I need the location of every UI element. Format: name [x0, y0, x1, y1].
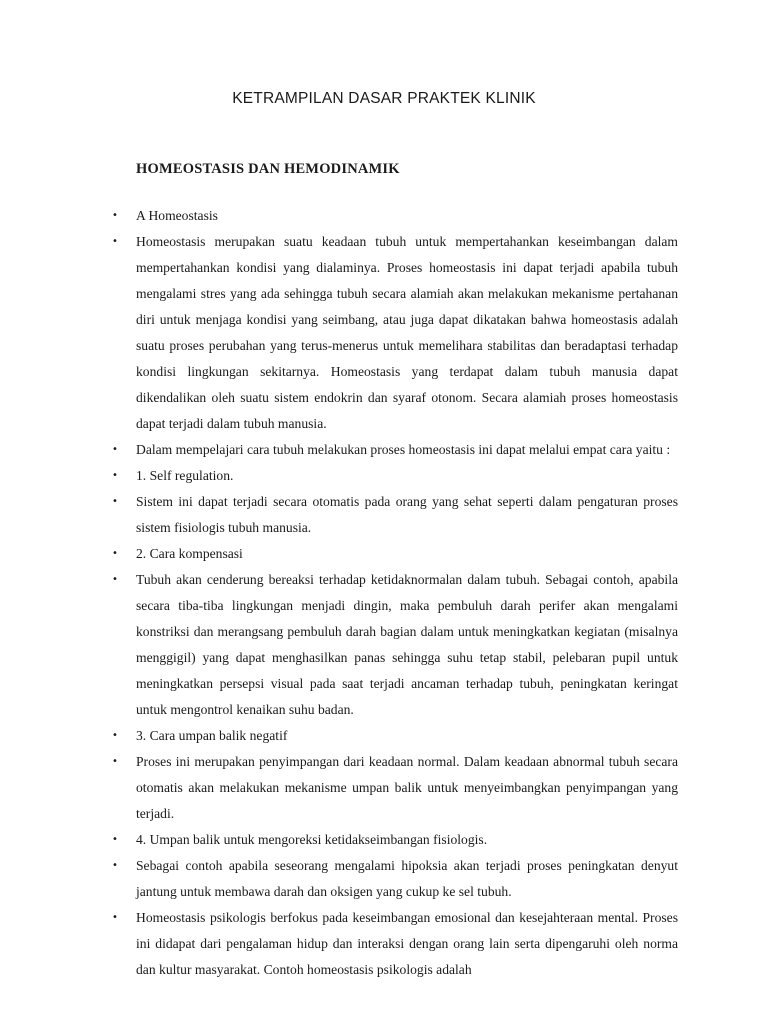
list-item-text: Proses ini merupakan penyimpangan dari keadaan normal. Dalam keadaan abnormal tubuh secara otomatis akan melakukan mekanisme umpan balik untuk menyeimbangkan penyimpangan yang terjadi. — [136, 754, 678, 821]
list-item-definition — [112, 229, 678, 437]
list-item-compensation — [112, 541, 678, 567]
bullet-icon: • — [112, 548, 118, 559]
bullet-icon: • — [112, 860, 118, 871]
bullet-icon: • — [112, 444, 118, 455]
list-item-text: Sistem ini dapat terjadi secara otomatis pada orang yang sehat seperti dalam pengaturan proses sistem fisiologis tubuh manusia. — [136, 494, 678, 535]
bullet-icon: • — [112, 834, 118, 845]
list-item-compensation-desc — [112, 567, 678, 723]
list-item-negative-feedback-desc — [112, 749, 678, 827]
bullet-icon: • — [112, 730, 118, 741]
list-item-negative-feedback — [112, 723, 678, 749]
bullet-icon: • — [112, 470, 118, 481]
list-item-self-regulation-desc — [112, 489, 678, 541]
list-item-text: Tubuh akan cenderung bereaksi terhadap ketidaknormalan dalam tubuh. Sebagai contoh, apabila secara tiba-tiba lingkungan menjadi dingin, maka pembuluh darah perifer akan mengalami konstriksi dan merangsang pembuluh darah bagian dalam untuk meningkatkan kegiatan (misalnya menggigil) yang dapat menghasilkan panas sehingga suhu tetap stabil, pelebaran pupil untuk meningkatkan persepsi visual pada saat terjadi ancaman terhadap tubuh, peningkatan keringat untuk mengontrol kenaikan suhu badan. — [136, 572, 678, 717]
list-item-text: Homeostasis merupakan suatu keadaan tubuh untuk mempertahankan keseimbangan dalam mempertahankan kondisi yang dialaminya. Proses homeostasis ini dapat terjadi apabila tubuh mengalami stres yang ada sehingga tubuh secara alamiah akan melakukan mekanisme pertahanan diri untuk menjaga kondisi yang seimbang, atau juga dapat dikatakan bahwa homeostasis adalah suatu proses perubahan yang terus-menerus untuk memelihara stabilitas dan beradaptasi terhadap kondisi lingkungan sekitarnya. Homeostasis yang terdapat dalam tubuh manusia dapat dikendalikan oleh suatu sistem endokrin dan syaraf otonom. Secara alamiah proses homeostasis dapat terjadi dalam tubuh manusia. — [136, 234, 678, 431]
section-heading: HOMEOSTASIS DAN HEMODINAMIK — [136, 161, 400, 177]
list-item-four-ways — [112, 437, 678, 463]
bullet-icon: • — [112, 236, 118, 247]
bullet-icon: • — [112, 210, 118, 221]
list-item-text: A Homeostasis — [136, 208, 218, 223]
list-item-psychological-homeostasis — [112, 905, 678, 983]
list-item-text: 3. Cara umpan balik negatif — [136, 728, 288, 743]
list-item-text: 2. Cara kompensasi — [136, 546, 243, 561]
list-item-text: Sebagai contoh apabila seseorang mengalami hipoksia akan terjadi proses peningkatan denyut jantung untuk membawa darah dan oksigen yang cukup ke sel tubuh. — [136, 858, 678, 899]
list-item-a-homeostasis — [112, 203, 678, 229]
bullet-icon: • — [112, 496, 118, 507]
bullet-icon: • — [112, 912, 118, 923]
list-item-text: 4. Umpan balik untuk mengoreksi ketidakseimbangan fisiologis. — [136, 832, 488, 847]
list-item-text: 1. Self regulation. — [136, 468, 234, 483]
bullet-list — [112, 203, 678, 983]
bullet-icon: • — [112, 574, 118, 585]
document-title: KETRAMPILAN DASAR PRAKTEK KLINIK — [232, 90, 536, 107]
list-item-corrective-feedback — [112, 827, 678, 853]
list-item-text: Homeostasis psikologis berfokus pada keseimbangan emosional dan kesejahteraan mental. Proses ini didapat dari pengalaman hidup dan interaksi dengan orang lain serta dipengaruhi oleh norma dan kultur masyarakat. Contoh homeostasis psikologis adalah — [136, 910, 678, 977]
list-item-text: Dalam mempelajari cara tubuh melakukan proses homeostasis ini dapat melalui empat cara yaitu : — [136, 442, 671, 457]
list-item-self-regulation — [112, 463, 678, 489]
bullet-icon: • — [112, 756, 118, 767]
list-item-hypoxia-example — [112, 853, 678, 905]
